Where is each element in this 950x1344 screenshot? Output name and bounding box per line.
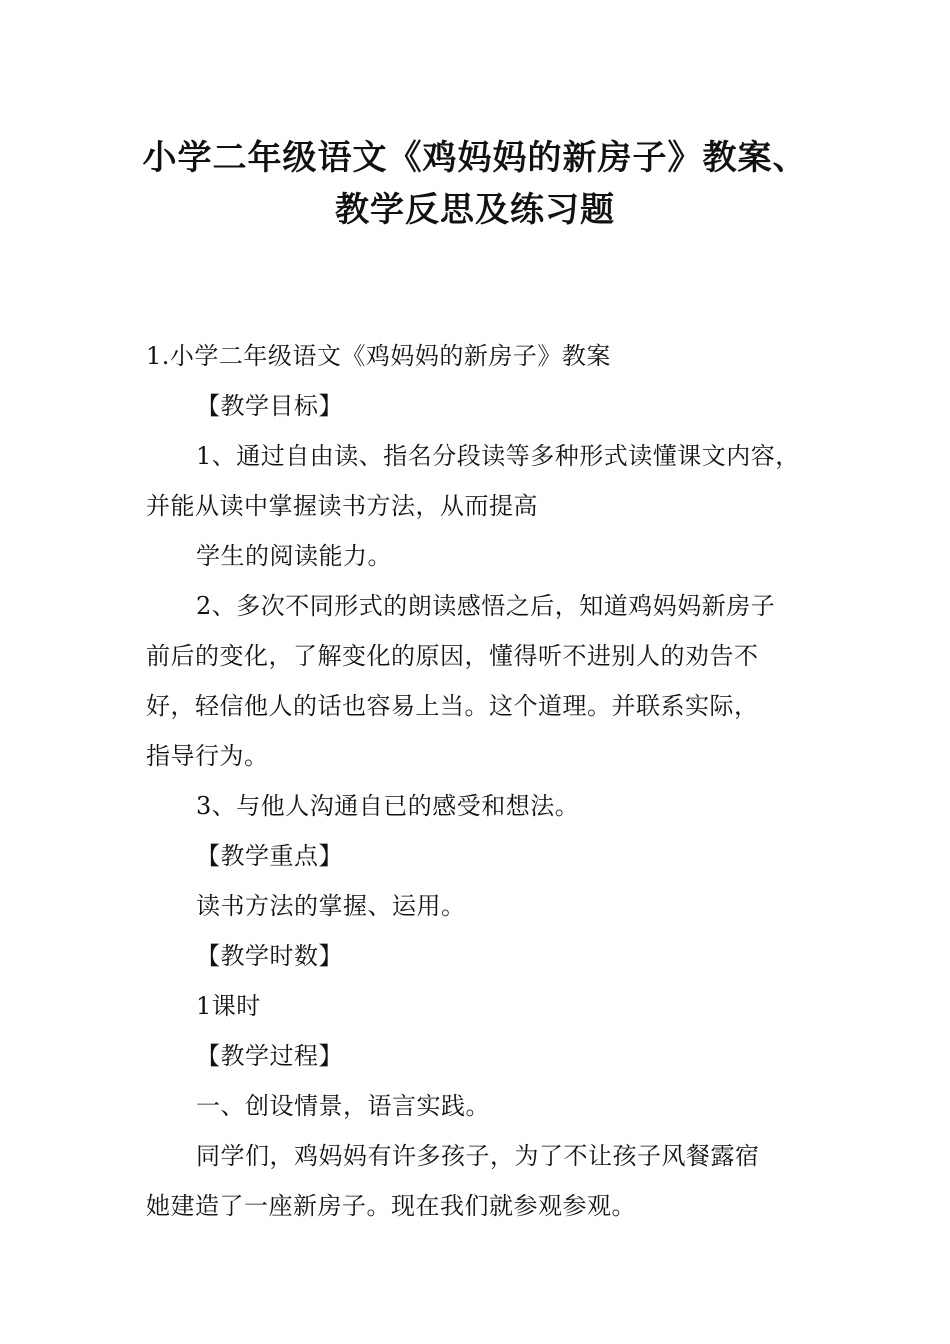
heading-teaching-process: 【教学过程】: [196, 1042, 343, 1070]
paragraph-line: 她建造了一座新房子。现在我们就参观参观。: [146, 1192, 636, 1220]
paragraph-line: 同学们，鸡妈妈有许多孩子，为了不让孩子风餐露宿: [196, 1142, 760, 1170]
paragraph-line: 前后的变化，了解变化的原因，懂得听不进别人的劝告不: [146, 642, 759, 670]
document-title-line-1: 小学二年级语文《鸡妈妈的新房子》教案、: [142, 138, 808, 178]
heading-class-hours: 【教学时数】: [196, 942, 343, 970]
paragraph-line: 指导行为。: [146, 742, 269, 770]
paragraph-line: 1、通过自由读、指名分段读等多种形式读懂课文内容，: [196, 442, 800, 470]
paragraph-line: 好，轻信他人的话也容易上当。这个道理。并联系实际，: [146, 692, 759, 720]
paragraph-line: 并能从读中掌握读书方法，从而提高: [146, 492, 538, 520]
paragraph-line: 读书方法的掌握、运用。: [196, 892, 466, 920]
heading-teaching-goals: 【教学目标】: [196, 392, 343, 420]
paragraph-line: 一、创设情景，语言实践。: [196, 1092, 490, 1120]
section-heading: 1.小学二年级语文《鸡妈妈的新房子》教案: [146, 342, 611, 370]
document-title-line-2: 教学反思及练习题: [335, 190, 615, 230]
paragraph-line: 1课时: [196, 992, 261, 1020]
paragraph-line: 3、与他人沟通自已的感受和想法。: [196, 792, 580, 820]
paragraph-line: 学生的阅读能力。: [196, 542, 392, 570]
paragraph-line: 2、多次不同形式的朗读感悟之后，知道鸡妈妈新房子: [196, 592, 776, 620]
heading-key-points: 【教学重点】: [196, 842, 343, 870]
